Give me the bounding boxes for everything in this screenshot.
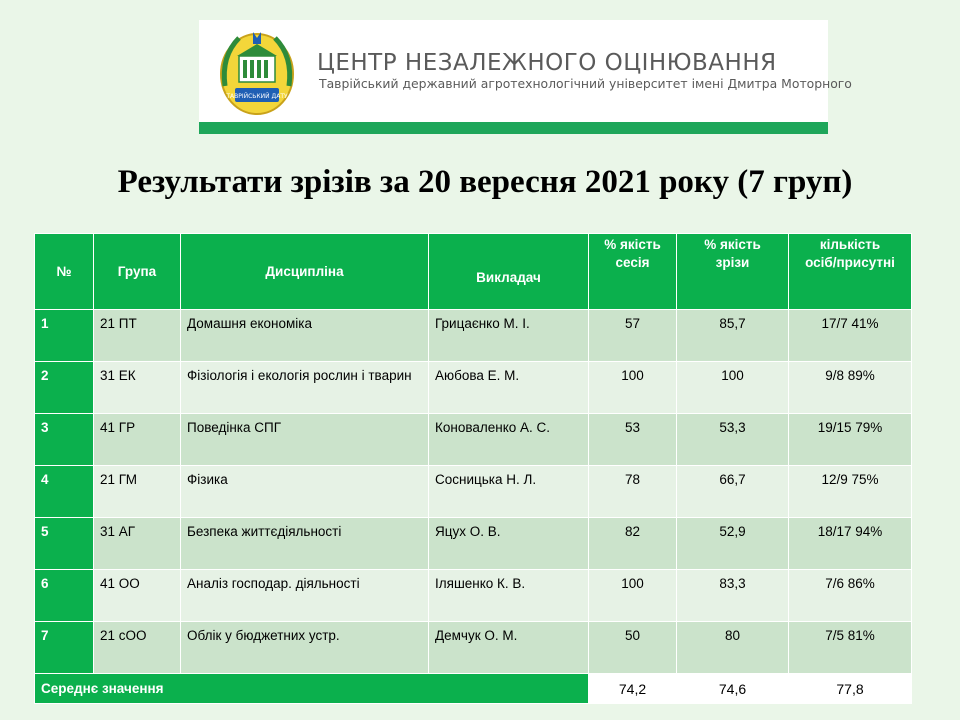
row-group: 41 ОО — [94, 570, 181, 622]
header-group: Група — [94, 234, 181, 310]
row-count: 7/6 86% — [789, 570, 912, 622]
row-teacher: Аюбова Е. М. — [429, 362, 589, 414]
header-num: № — [35, 234, 94, 310]
average-session-quality: 74,2 — [589, 674, 677, 704]
row-num: 6 — [35, 570, 94, 622]
row-num: 4 — [35, 466, 94, 518]
header-session-l2: сесія — [615, 255, 650, 270]
row-group: 41 ГР — [94, 414, 181, 466]
header-count-l2: осіб/присутні — [805, 255, 895, 270]
row-count: 17/7 41% — [789, 310, 912, 362]
row-teacher: Коноваленко А. С. — [429, 414, 589, 466]
row-cuts-quality: 53,3 — [677, 414, 789, 466]
average-cuts-quality: 74,6 — [677, 674, 789, 704]
row-num: 5 — [35, 518, 94, 570]
header-teacher-label: Викладач — [476, 269, 541, 285]
svg-text:ТАВРІЙСЬКИЙ ДАТУ: ТАВРІЙСЬКИЙ ДАТУ — [226, 93, 288, 100]
row-discipline: Домашня економіка — [181, 310, 429, 362]
header-session-l1: % якість — [604, 237, 661, 252]
table-row — [35, 310, 912, 362]
header-cuts-l2: зрізи — [715, 255, 750, 270]
row-group: 21 ПТ — [94, 310, 181, 362]
row-session-quality: 57 — [589, 310, 677, 362]
row-count: 12/9 75% — [789, 466, 912, 518]
row-group: 21 сОО — [94, 622, 181, 674]
row-discipline: Фізика — [181, 466, 429, 518]
average-row — [35, 674, 912, 704]
table-row — [35, 414, 912, 466]
row-count: 18/17 94% — [789, 518, 912, 570]
row-num: 2 — [35, 362, 94, 414]
row-teacher: Демчук О. М. — [429, 622, 589, 674]
row-group: 21 ГМ — [94, 466, 181, 518]
table-row — [35, 518, 912, 570]
table-row — [35, 362, 912, 414]
row-cuts-quality: 83,3 — [677, 570, 789, 622]
row-cuts-quality: 100 — [677, 362, 789, 414]
table-row — [35, 570, 912, 622]
row-count: 7/5 81% — [789, 622, 912, 674]
row-session-quality: 100 — [589, 570, 677, 622]
row-session-quality: 82 — [589, 518, 677, 570]
row-group: 31 АГ — [94, 518, 181, 570]
average-count: 77,8 — [789, 674, 912, 704]
row-discipline: Безпека життєдіяльності — [181, 518, 429, 570]
row-teacher: Іляшенко К. В. — [429, 570, 589, 622]
university-name: Таврійський державний агротехнологічний університет імені Дмитра Моторного — [319, 76, 852, 91]
row-teacher: Яцух О. В. — [429, 518, 589, 570]
header-count-l1: кількість — [819, 237, 881, 252]
header-cuts-l1: % якість — [704, 237, 761, 252]
table-row — [35, 622, 912, 674]
row-cuts-quality: 85,7 — [677, 310, 789, 362]
university-logo — [217, 26, 297, 118]
row-discipline: Поведінка СПГ — [181, 414, 429, 466]
header-strip — [199, 122, 828, 134]
row-cuts-quality: 52,9 — [677, 518, 789, 570]
row-session-quality: 50 — [589, 622, 677, 674]
table-row — [35, 466, 912, 518]
table-header-row — [35, 234, 912, 310]
row-discipline: Фізіологія і екологія рослин і тварин — [181, 362, 429, 414]
row-teacher: Сосницька Н. Л. — [429, 466, 589, 518]
row-num: 1 — [35, 310, 94, 362]
row-num: 3 — [35, 414, 94, 466]
header-session-quality — [589, 234, 677, 310]
row-discipline: Аналіз господар. діяльності — [181, 570, 429, 622]
row-session-quality: 53 — [589, 414, 677, 466]
row-num: 7 — [35, 622, 94, 674]
row-group: 31 ЕК — [94, 362, 181, 414]
page-title: Результати зрізів за 20 вересня 2021 року (7 груп) — [117, 164, 853, 200]
center-title: ЦЕНТР НЕЗАЛЕЖНОГО ОЦІНЮВАННЯ — [317, 50, 777, 76]
row-session-quality: 78 — [589, 466, 677, 518]
row-session-quality: 100 — [589, 362, 677, 414]
header-discipline: Дисципліна — [181, 234, 429, 310]
row-cuts-quality: 80 — [677, 622, 789, 674]
header-count — [789, 234, 912, 310]
row-count: 9/8 89% — [789, 362, 912, 414]
row-discipline: Облік у бюджетних устр. — [181, 622, 429, 674]
row-teacher: Грицаєнко М. І. — [429, 310, 589, 362]
row-count: 19/15 79% — [789, 414, 912, 466]
row-cuts-quality: 66,7 — [677, 466, 789, 518]
average-label: Середнє значення — [35, 674, 589, 704]
header-cuts-quality — [677, 234, 789, 310]
results-table — [34, 233, 912, 704]
header-banner — [199, 20, 852, 122]
header-teacher — [429, 234, 589, 310]
